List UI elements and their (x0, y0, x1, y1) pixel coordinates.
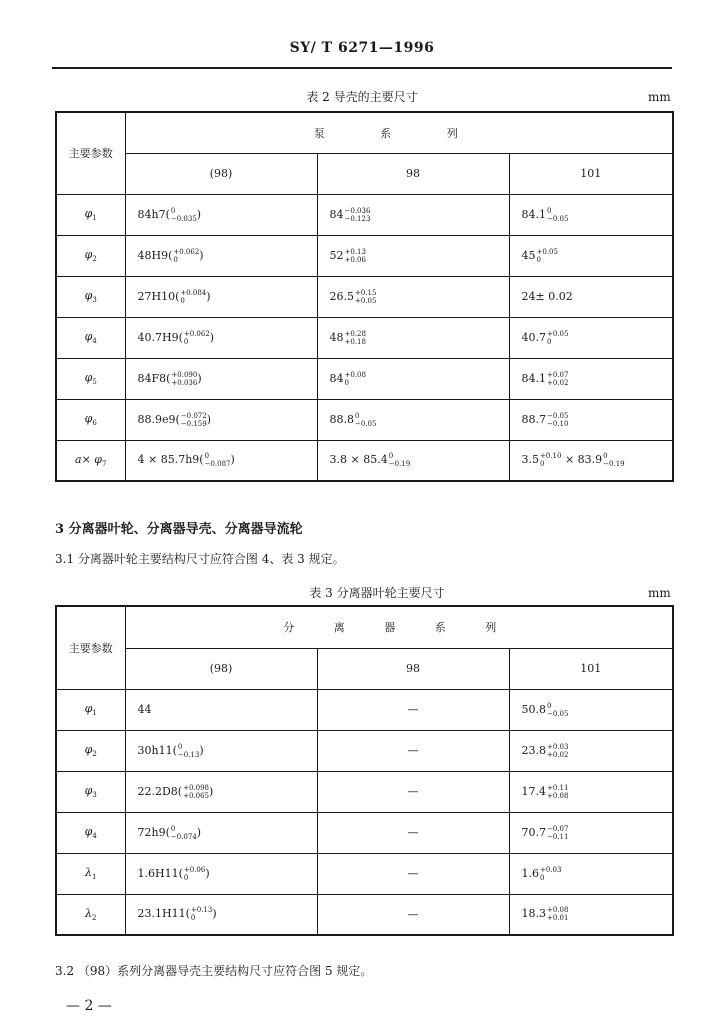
symbol: a× φ (75, 452, 102, 466)
tolerance-stack (171, 207, 197, 223)
table-row (56, 194, 673, 235)
upper-deviation: +0.13 (344, 247, 366, 256)
nominal-value: 88.9e9( (137, 412, 180, 426)
nominal-value: 23.8 (521, 743, 546, 757)
value-cell (509, 812, 673, 853)
lower-deviation: +0.05 (355, 296, 377, 305)
value-cell (125, 440, 317, 481)
tolerance-stack (547, 743, 568, 759)
symbol: φ (84, 412, 93, 425)
upper-deviation: +0.03 (547, 742, 569, 751)
table-row (56, 235, 673, 276)
symbol-subscript: 2 (92, 255, 97, 263)
table-row (56, 894, 673, 935)
tolerance-stack (345, 207, 371, 223)
upper-deviation: 0 (170, 206, 176, 215)
tolerance-stack (171, 825, 197, 841)
nominal-value: 48H9( (137, 248, 173, 262)
tolerance-stack (547, 825, 568, 841)
tolerance-stack (345, 248, 366, 264)
value-suffix: ) (206, 412, 211, 426)
nominal-value: 24± 0.02 (521, 290, 573, 303)
value-cell (125, 317, 317, 358)
nominal-value: 4 × 85.7h9( (137, 453, 204, 467)
tolerance-stack (547, 702, 568, 718)
tolerance-stack (345, 330, 366, 346)
nominal-value: 84 (329, 371, 344, 385)
lower-deviation: 0 (190, 914, 196, 923)
tolerance-stack (547, 330, 568, 346)
parameter-symbol (56, 853, 125, 894)
tolerance-stack (191, 906, 212, 922)
nominal-value: 1.6H11( (137, 866, 183, 880)
param-header: 主要参数 (56, 112, 125, 194)
tolerance-stack (181, 412, 207, 428)
param-header: 主要参数 (56, 606, 125, 689)
upper-deviation: −0.036 (344, 206, 371, 215)
nominal-value: 88.8 (329, 412, 354, 426)
tolerance-stack (184, 866, 205, 882)
lower-deviation: −0.074 (170, 832, 197, 841)
symbol: φ (84, 371, 93, 384)
value-cell (125, 894, 317, 935)
value-cell: — (317, 689, 509, 730)
upper-deviation: +0.098 (183, 783, 210, 792)
table-row (56, 358, 673, 399)
column-header: (98) (125, 648, 317, 689)
symbol: λ (85, 866, 92, 879)
value-suffix: ) (230, 453, 235, 467)
parameter-symbol (56, 317, 125, 358)
upper-deviation: +0.13 (190, 906, 213, 915)
upper-deviation: 0 (355, 411, 360, 420)
parameter-symbol (56, 771, 125, 812)
table-row (56, 440, 673, 481)
symbol-subscript: 6 (92, 419, 97, 427)
table-row (56, 276, 673, 317)
parameter-symbol (56, 689, 125, 730)
nominal-value: 3.8 × 85.4 (329, 453, 388, 467)
lower-deviation: 0 (540, 460, 545, 469)
lower-deviation: 0 (536, 255, 541, 264)
nominal-value: 84.1 (521, 207, 546, 221)
lower-deviation: −0.123 (344, 214, 371, 223)
table-row (56, 730, 673, 771)
lower-deviation: +0.06 (344, 255, 366, 264)
tolerance-stack (547, 207, 568, 223)
symbol-subscript: 3 (92, 296, 97, 304)
nominal-value: 23.1H11( (137, 907, 190, 921)
value-cell (317, 399, 509, 440)
tolerance-stack (345, 371, 366, 387)
value-cell (125, 358, 317, 399)
value-cell (125, 194, 317, 235)
value-cell (509, 730, 673, 771)
tolerance-stack (184, 330, 210, 346)
nominal-value: 3.5 (521, 453, 539, 467)
lower-deviation: +0.02 (547, 750, 569, 759)
upper-deviation: +0.07 (547, 370, 569, 379)
lower-deviation: −0.10 (547, 419, 569, 428)
value-cell (509, 771, 673, 812)
nominal-value: 52 (329, 248, 344, 262)
upper-deviation: +0.084 (180, 288, 207, 297)
upper-deviation: 0 (388, 452, 394, 461)
header-rule (52, 67, 672, 69)
tolerance-stack (178, 743, 199, 759)
upper-deviation: −0.072 (180, 411, 207, 420)
nominal-value: 22.2D8( (137, 784, 183, 798)
parameter-symbol (56, 358, 125, 399)
value-cell (509, 194, 673, 235)
lower-deviation: +0.065 (183, 791, 210, 800)
nominal-value: 70.7 (521, 825, 546, 839)
symbol-subscript: 1 (92, 214, 97, 222)
table3-unit: mm (648, 586, 671, 600)
upper-deviation: −0.07 (547, 824, 569, 833)
value-cell (125, 689, 317, 730)
value-cell (317, 317, 509, 358)
value-cell (125, 399, 317, 440)
value-suffix: ) (205, 866, 210, 880)
value-cell (509, 853, 673, 894)
tolerance-stack (547, 412, 568, 428)
symbol-subscript: 1 (92, 873, 97, 881)
upper-deviation: 0 (177, 742, 183, 751)
value-suffix: ) (206, 289, 211, 303)
symbol-subscript: 4 (92, 337, 97, 345)
lower-deviation: −0.13 (177, 750, 200, 759)
upper-deviation: +0.08 (547, 906, 569, 915)
tolerance-stack (171, 371, 197, 387)
value-cell (125, 235, 317, 276)
upper-deviation: 0 (547, 701, 552, 710)
value-cell (125, 771, 317, 812)
lower-deviation: +0.08 (547, 791, 569, 800)
symbol-subscript: 7 (102, 459, 107, 468)
section-3-heading: 3 分离器叶轮、分离器导壳、分离器导流轮 (55, 522, 303, 537)
table-row (56, 689, 673, 730)
value-cell (125, 730, 317, 771)
value-cell (509, 317, 673, 358)
column-header: 98 (317, 648, 509, 689)
symbol: λ (85, 906, 92, 920)
column-header: 98 (317, 153, 509, 194)
lower-deviation: 0 (540, 873, 545, 882)
lower-deviation: −0.087 (204, 460, 231, 469)
nominal-value: 88.7 (521, 412, 546, 426)
lower-deviation: 0 (344, 378, 349, 387)
symbol-subscript: 2 (92, 913, 97, 922)
symbol: φ (84, 207, 93, 220)
tolerance-stack (540, 866, 561, 882)
lower-deviation: +0.02 (547, 378, 569, 387)
nominal-value: 44 (137, 703, 152, 716)
table2-caption: 表 2 导壳的主要尺寸 (306, 90, 418, 104)
table-row (56, 853, 673, 894)
nominal-value: 50.8 (521, 702, 546, 716)
tolerance-stack (183, 784, 209, 800)
nominal-value: 40.7 (521, 330, 546, 344)
table-row (56, 399, 673, 440)
section-3-2-text: 3.2 （98）系列分离器导壳主要结构尺寸应符合图 5 规定。 (55, 964, 373, 978)
page-number: — 2 — (66, 998, 112, 1014)
symbol-subscript: 1 (92, 709, 97, 717)
lower-deviation: −0.19 (388, 460, 411, 469)
upper-deviation: +0.05 (547, 329, 569, 338)
symbol: φ (84, 784, 93, 797)
symbol: φ (84, 702, 93, 715)
column-header: 101 (509, 153, 673, 194)
parameter-symbol (56, 194, 125, 235)
value-cell (317, 440, 509, 481)
tolerance-stack (355, 289, 376, 305)
upper-deviation: +0.03 (540, 865, 562, 874)
lower-deviation: −0.11 (547, 832, 569, 841)
parameter-symbol (56, 440, 125, 481)
upper-deviation: +0.06 (183, 865, 206, 874)
parameter-symbol (56, 276, 125, 317)
parameter-symbol (56, 730, 125, 771)
value-cell (509, 440, 673, 481)
lower-deviation: −0.05 (355, 419, 377, 428)
symbol-subscript: 4 (92, 832, 97, 840)
lower-deviation: −0.035 (170, 214, 197, 223)
document-code: SY/ T 6271—1996 (289, 40, 435, 56)
value-cell: — (317, 853, 509, 894)
upper-deviation: +0.062 (183, 329, 210, 338)
lower-deviation: 0 (183, 873, 189, 882)
value-cell (317, 358, 509, 399)
value-cell: — (317, 812, 509, 853)
value-cell (509, 358, 673, 399)
upper-deviation: +0.090 (171, 370, 198, 379)
nominal-value: 18.3 (521, 907, 546, 921)
upper-deviation: −0.05 (547, 411, 569, 420)
nominal-value: 45 (521, 248, 536, 262)
tolerance-stack (173, 248, 199, 264)
nominal-value: 84.1 (521, 371, 546, 385)
group-header: 泵 系 列 (125, 112, 673, 153)
value-cell (509, 689, 673, 730)
upper-deviation: 0 (170, 824, 176, 833)
symbol-subscript: 5 (92, 378, 97, 386)
value-cell (125, 276, 317, 317)
tolerance-stack (180, 289, 206, 305)
lower-deviation: 0 (180, 296, 185, 305)
lower-deviation: 0 (173, 255, 178, 264)
table2 (55, 111, 674, 482)
tolerance-stack (547, 906, 568, 922)
tolerance-stack (355, 412, 376, 428)
symbol: φ (84, 289, 93, 302)
value-cell (317, 194, 509, 235)
value-cell (509, 894, 673, 935)
lower-deviation: +0.18 (344, 337, 366, 346)
table2-unit: mm (648, 90, 671, 104)
value-suffix: ) (196, 825, 202, 839)
parameter-symbol (56, 812, 125, 853)
nominal-value: 26.5 (329, 289, 354, 303)
upper-deviation: 0 (603, 452, 608, 461)
tolerance-stack (205, 452, 231, 468)
upper-deviation: +0.11 (547, 783, 569, 792)
upper-deviation: +0.05 (536, 247, 558, 256)
lower-deviation: −0.05 (547, 214, 569, 223)
value-cell (125, 853, 317, 894)
upper-deviation: 0 (204, 452, 210, 461)
parameter-symbol (56, 399, 125, 440)
upper-deviation: +0.062 (173, 247, 200, 256)
nominal-value: 27H10( (137, 289, 180, 303)
symbol: φ (84, 330, 93, 343)
value-cell (509, 399, 673, 440)
nominal-value: 84F8( (137, 371, 171, 385)
upper-deviation: +0.08 (344, 370, 366, 379)
value-suffix: ) (196, 207, 202, 221)
table3-caption: 表 3 分离器叶轮主要尺寸 (309, 586, 445, 600)
nominal-value: 84h7( (137, 207, 170, 221)
lower-deviation: +0.01 (547, 914, 569, 923)
table-row (56, 771, 673, 812)
group-header: 分 离 器 系 列 (125, 606, 673, 648)
lower-deviation: 0 (547, 337, 552, 346)
tolerance-stack (547, 371, 568, 387)
value-cell (125, 812, 317, 853)
upper-deviation: +0.28 (344, 329, 366, 338)
lower-deviation: −0.05 (547, 709, 569, 718)
nominal-value: 40.7H9( (137, 330, 183, 344)
table-row (56, 812, 673, 853)
nominal-value: 72h9( (137, 825, 170, 839)
value-suffix: ) (197, 371, 202, 385)
tolerance-stack (547, 784, 568, 800)
upper-deviation: +0.10 (540, 452, 562, 461)
tolerance-stack (540, 452, 561, 468)
tolerance-stack (389, 452, 410, 468)
value-cell: — (317, 894, 509, 935)
symbol-subscript: 2 (92, 750, 97, 758)
value-suffix: ) (209, 784, 214, 798)
nominal-value: 17.4 (521, 784, 546, 798)
lower-deviation: −0.159 (180, 419, 207, 428)
symbol: φ (84, 825, 93, 838)
value-suffix: ) (212, 907, 217, 921)
upper-deviation: +0.15 (355, 288, 377, 297)
table-row (56, 317, 673, 358)
nominal-value: 1.6 (521, 866, 539, 880)
column-header: (98) (125, 153, 317, 194)
value-suffix: ) (199, 743, 204, 757)
value-suffix: × 83.9 (561, 453, 603, 467)
nominal-value: 48 (329, 330, 344, 344)
tolerance-stack (537, 248, 558, 264)
parameter-symbol (56, 894, 125, 935)
column-header: 101 (509, 648, 673, 689)
value-suffix: ) (199, 248, 204, 262)
nominal-value: 84 (329, 207, 344, 221)
lower-deviation: −0.19 (603, 460, 625, 469)
nominal-value: 30h11( (137, 743, 177, 757)
value-suffix: ) (209, 330, 215, 344)
value-cell (317, 235, 509, 276)
parameter-symbol (56, 235, 125, 276)
lower-deviation: +0.036 (171, 378, 198, 387)
symbol-subscript: 3 (92, 791, 97, 799)
table3 (55, 605, 674, 936)
tolerance-stack (603, 452, 624, 468)
symbol: φ (84, 743, 93, 756)
lower-deviation: 0 (183, 337, 189, 346)
symbol: φ (84, 248, 93, 261)
section-3-1-text: 3.1 分离器叶轮主要结构尺寸应符合图 4、表 3 规定。 (55, 552, 345, 566)
value-cell (509, 235, 673, 276)
value-cell (317, 276, 509, 317)
value-cell: — (317, 730, 509, 771)
upper-deviation: 0 (547, 206, 552, 215)
value-cell (509, 276, 673, 317)
value-cell: — (317, 771, 509, 812)
